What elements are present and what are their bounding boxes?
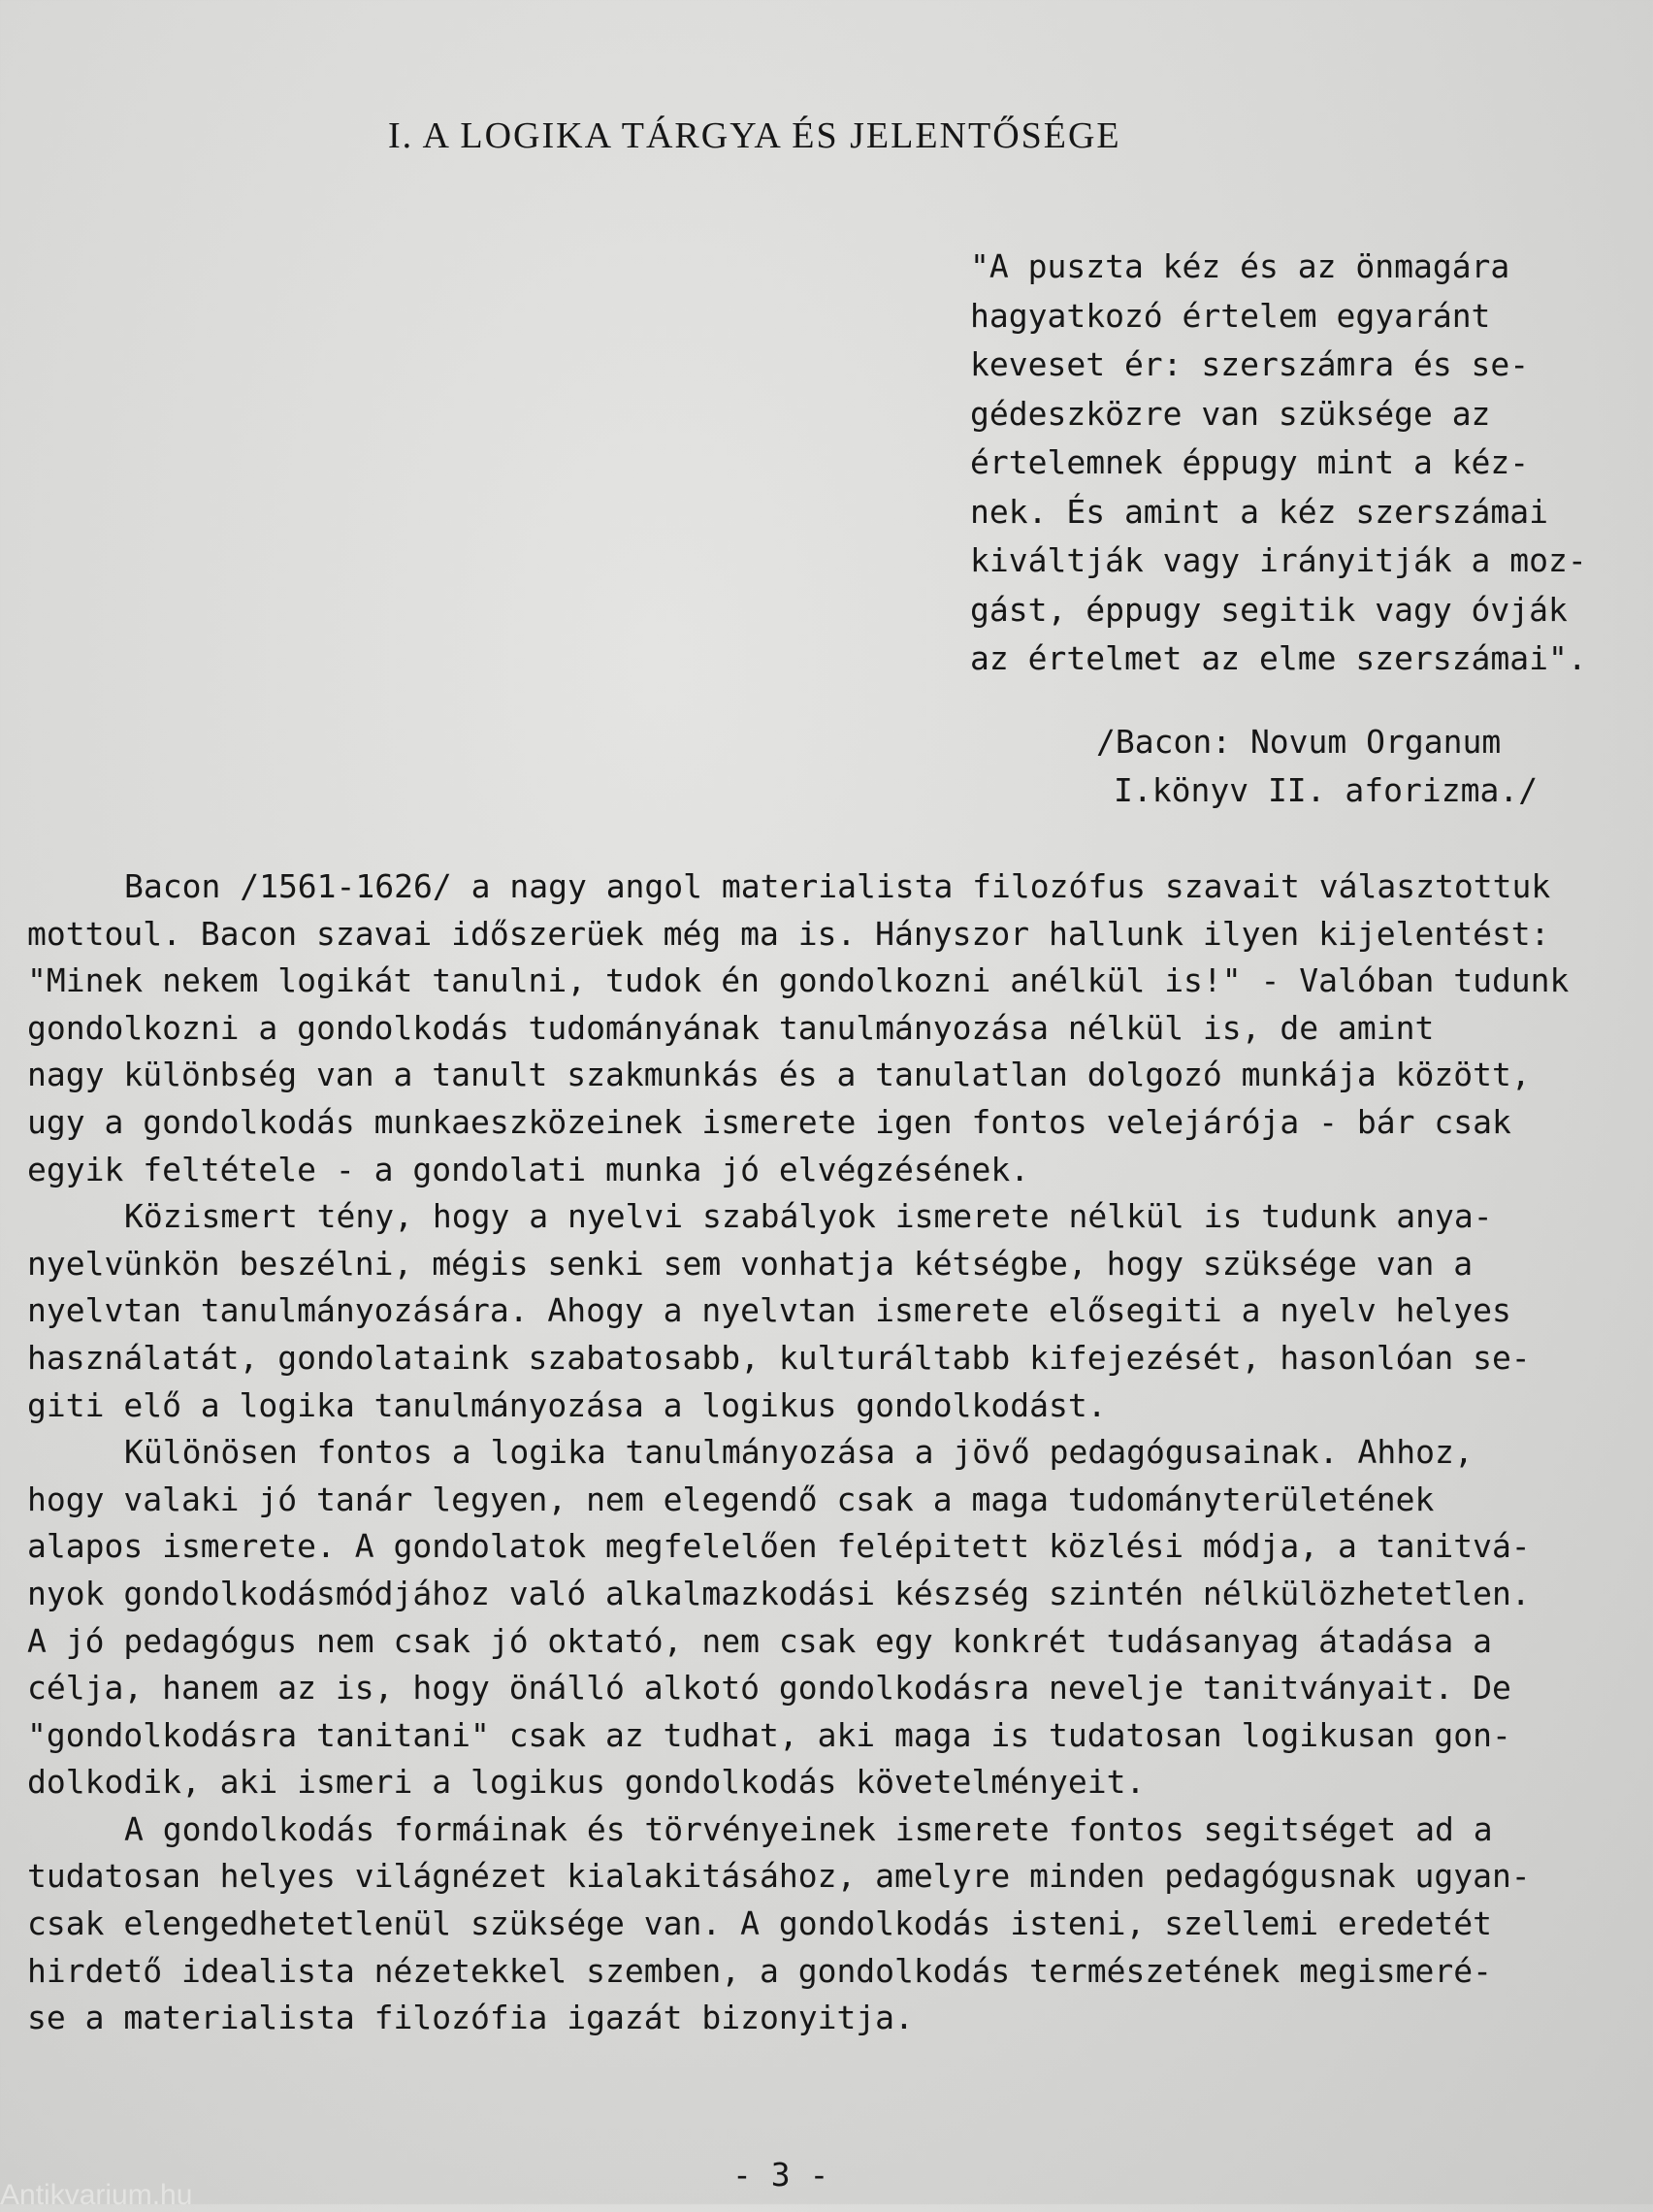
epigraph-line: hagyatkozó értelem egyaránt bbox=[970, 296, 1491, 335]
body-line: hogy valaki jó tanár legyen, nem elegendő csak a maga tudományterületének bbox=[27, 1480, 1435, 1518]
body-line: Közismert tény, hogy a nyelvi szabályok ismerete nélkül is tudunk anya- bbox=[124, 1197, 1493, 1236]
body-line: gondolkozni a gondolkodás tudományának tanulmányozása nélkül is, de amint bbox=[27, 1008, 1435, 1047]
epigraph-line: értelemnek éppugy mint a kéz- bbox=[970, 443, 1530, 481]
body-line: A gondolkodás formáinak és törvényeinek ismerete fontos segitséget ad a bbox=[124, 1809, 1493, 1848]
epigraph-line: keveset ér: szerszámra és se- bbox=[970, 345, 1530, 383]
epigraph-line: nek. És amint a kéz szerszámai bbox=[970, 492, 1549, 531]
source-line: I.könyv II. aforizma./ bbox=[1114, 771, 1539, 809]
body-line: hirdető idealista nézetekkel szemben, a gondolkodás természetének megismeré- bbox=[27, 1951, 1492, 1990]
epigraph-line: "A puszta kéz és az önmagára bbox=[970, 247, 1510, 285]
body-line: egyik feltétele - a gondolati munka jó elvégzésének. bbox=[27, 1150, 1030, 1188]
chapter-title: I. A LOGIKA TÁRGYA ÉS JELENTŐSÉGE bbox=[388, 115, 1121, 156]
body-line: "gondolkodásra tanitani" csak az tudhat, aki maga is tudatosan logikusan gon- bbox=[27, 1715, 1511, 1754]
body-line: tudatosan helyes világnézet kialakitásához, amelyre minden pedagógusnak ugyan- bbox=[27, 1857, 1531, 1896]
watermark-text: Antikvarium.hu bbox=[0, 2179, 193, 2211]
body-line: nyok gondolkodásmódjához való alkalmazkodási készség szintén nélkülözhetetlen. bbox=[27, 1574, 1531, 1612]
epigraph-line: gédeszközre van szüksége az bbox=[970, 394, 1491, 433]
body-line: "Minek nekem logikát tanulni, tudok én gondolkozni anélkül is!" - Valóban tudunk bbox=[27, 961, 1570, 1000]
body-line: nyelvtan tanulmányozására. Ahogy a nyelvtan ismerete elősegiti a nyelv helyes bbox=[27, 1291, 1511, 1330]
page-number: - 3 - bbox=[732, 2156, 829, 2194]
body-line: ugy a gondolkodás munkaeszközeinek ismerete igen fontos velejárója - bár csak bbox=[27, 1102, 1511, 1141]
epigraph-source bbox=[1096, 718, 1649, 815]
body-line: dolkodik, aki ismeri a logikus gondolkodás követelményeit. bbox=[27, 1763, 1146, 1802]
epigraph-line: gást, éppugy segitik vagy óvják bbox=[970, 590, 1568, 629]
body-line: mottoul. Bacon szavai időszerüek még ma is. Hányszor hallunk ilyen kijelentést: bbox=[27, 914, 1550, 953]
body-line: se a materialista filozófia igazát bizonyitja. bbox=[27, 1999, 914, 2037]
body-line: giti elő a logika tanulmányozása a logikus gondolkodást. bbox=[27, 1385, 1107, 1424]
body-line: célja, hanem az is, hogy önálló alkotó gondolkodásra nevelje tanitványait. De bbox=[27, 1669, 1511, 1708]
body-line: A jó pedagógus nem csak jó oktató, nem csak egy konkrét tudásanyag átadása a bbox=[27, 1621, 1492, 1660]
source-line: /Bacon: Novum Organum bbox=[1096, 723, 1502, 761]
body-line: alapos ismerete. A gondolatok megfelelően felépitett közlési módja, a tanitvá- bbox=[27, 1527, 1531, 1566]
body-line: Bacon /1561-1626/ a nagy angol materialista filozófus szavait választottuk bbox=[124, 867, 1551, 905]
body-line: Különösen fontos a logika tanulmányozása a jövő pedagógusainak. Ahhoz, bbox=[124, 1433, 1474, 1472]
epigraph-line: az értelmet az elme szerszámai". bbox=[970, 639, 1587, 677]
epigraph-quote bbox=[970, 243, 1649, 684]
body-line: csak elengedhetetlenül szüksége van. A gondolkodás isteni, szellemi eredetét bbox=[27, 1904, 1492, 1943]
body-line: nagy különbség van a tanult szakmunkás és a tanulatlan dolgozó munkája között, bbox=[27, 1056, 1531, 1094]
body-line: nyelvünkön beszélni, mégis senki sem vonhatja kétségbe, hogy szüksége van a bbox=[27, 1244, 1474, 1283]
body-text bbox=[27, 863, 1637, 2042]
body-line: használatát, gondolataink szabatosabb, kulturáltabb kifejezését, hasonlóan se- bbox=[27, 1338, 1531, 1377]
epigraph-line: kiváltják vagy irányitják a moz- bbox=[970, 541, 1587, 579]
